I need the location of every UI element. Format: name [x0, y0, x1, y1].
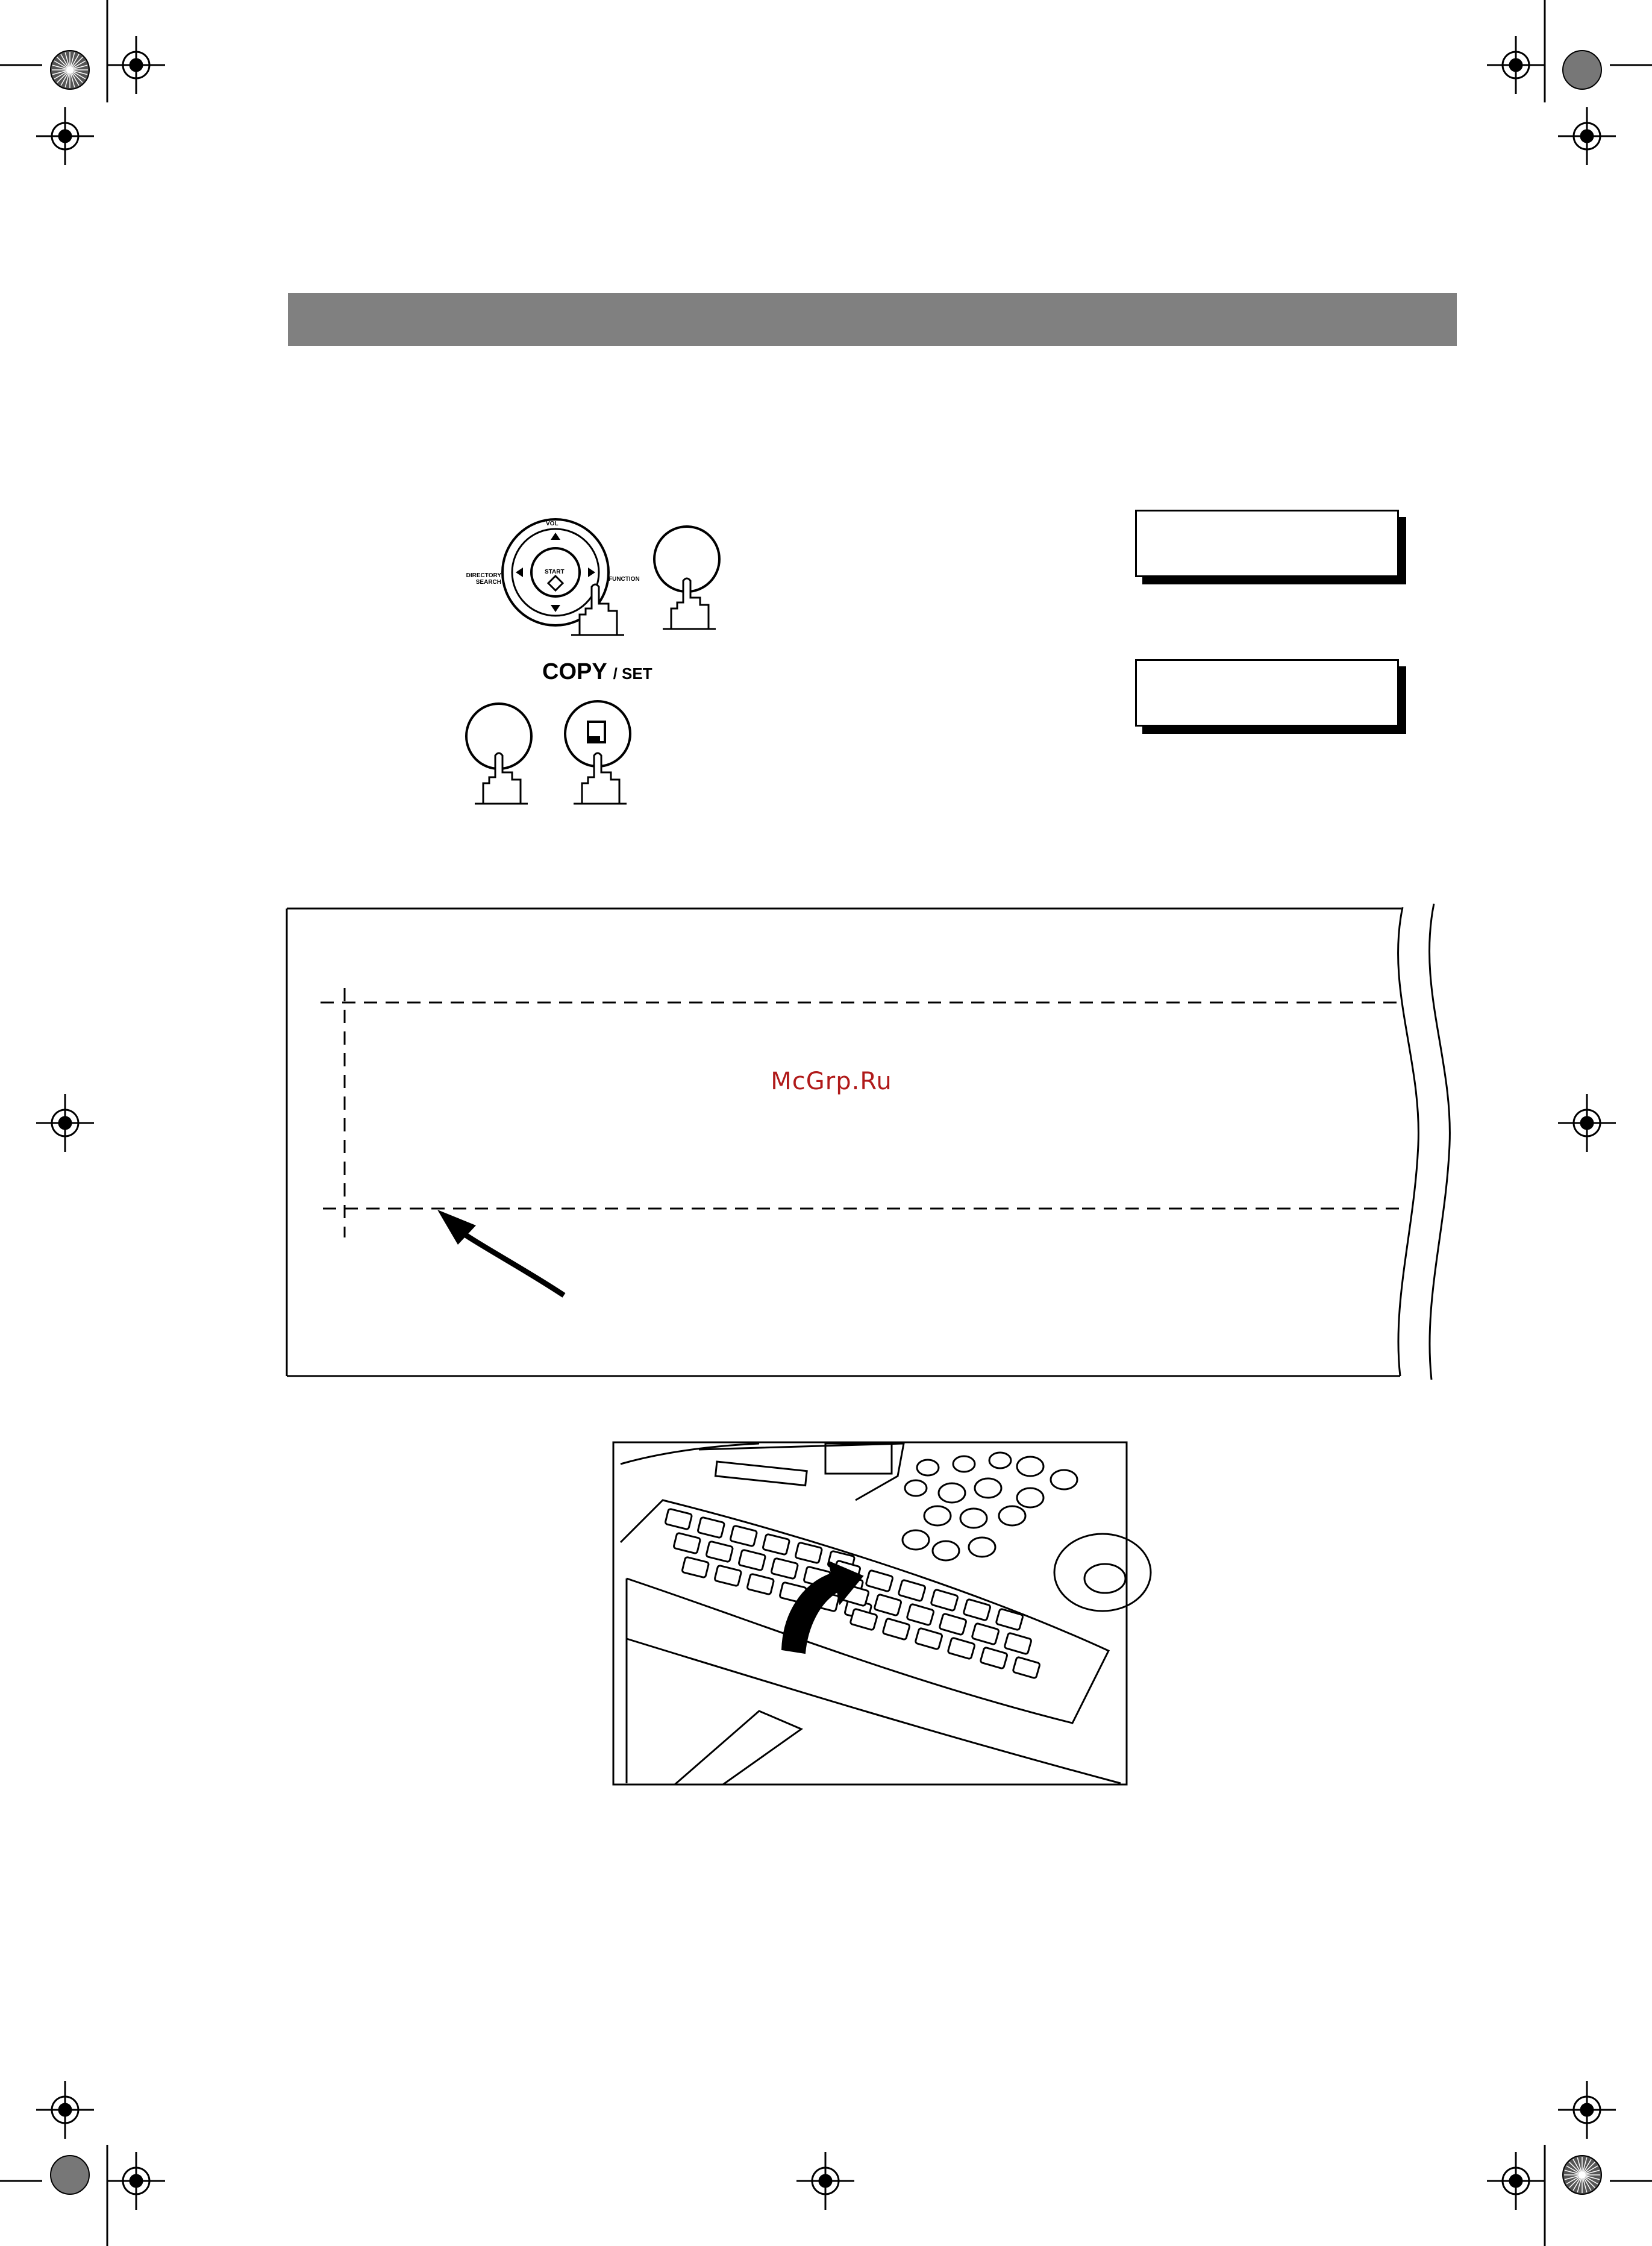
copy-label: COPY	[542, 659, 607, 684]
watermark: McGrp.Ru	[771, 1068, 892, 1095]
directory-search-label: DIRECTORY SEARCH	[466, 572, 501, 586]
set-label: / SET	[613, 665, 652, 683]
vol-label: VOL	[546, 521, 558, 527]
start-label: START	[545, 569, 565, 575]
function-label: FUNCTION	[609, 576, 640, 583]
